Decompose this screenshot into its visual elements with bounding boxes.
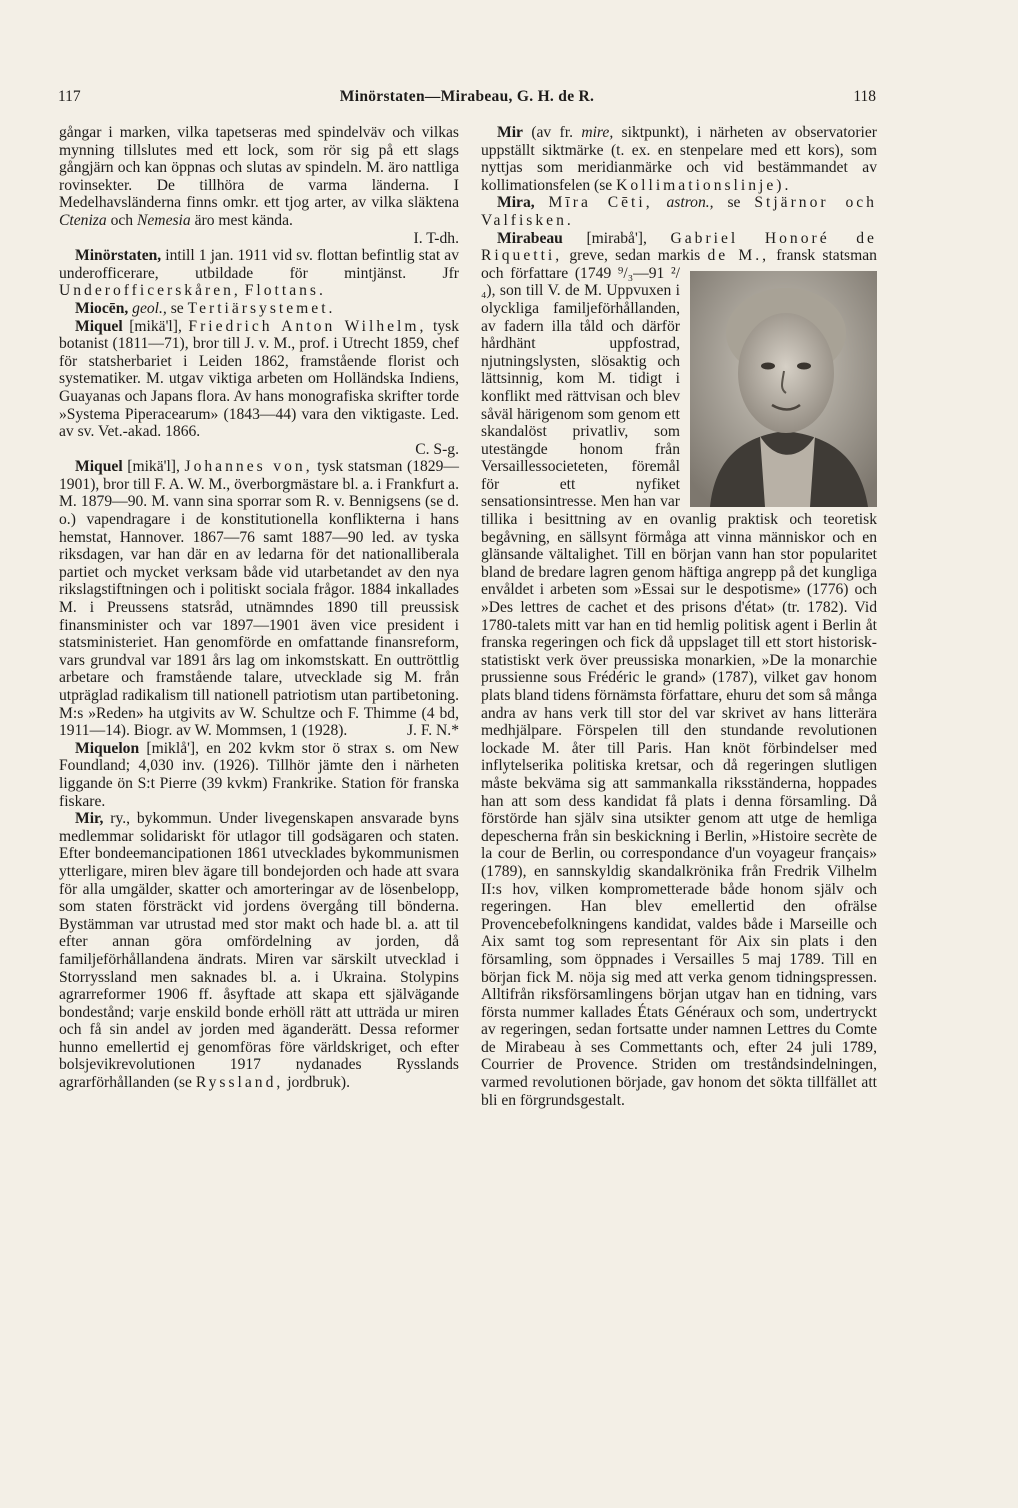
cross-reference: Kollimationslinje). bbox=[616, 176, 792, 194]
entry-miocen bbox=[59, 300, 459, 318]
genus-name: Cteniza bbox=[59, 211, 107, 229]
entry-mir-village bbox=[59, 810, 459, 1092]
entry-text: [miklå'], en 202 kvkm stor ö strax s. om New Foundland; 4,030 inv. (1926). Tillhör jämte den i närheten liggande ön S:t Pierre (39 kvkm) Frankrike. Station för franska fiskare. bbox=[59, 739, 459, 810]
entry-miquelon bbox=[59, 740, 459, 810]
cross-reference: Underofficerskåren, bbox=[59, 282, 241, 300]
author-signature: J. F. N.* bbox=[406, 722, 459, 740]
text: och bbox=[110, 211, 134, 229]
foreign-word: mire, bbox=[581, 124, 614, 141]
running-header bbox=[58, 88, 876, 114]
text: äro mest kända. bbox=[194, 211, 293, 229]
cross-reference: Tertiärsystemet. bbox=[187, 299, 336, 317]
portrait-image bbox=[690, 271, 877, 507]
headword: Miquelon bbox=[75, 739, 140, 757]
signature-line bbox=[59, 230, 459, 248]
headword: Miquel bbox=[75, 458, 123, 476]
text: se bbox=[727, 194, 741, 212]
headword: Minörstaten, bbox=[75, 247, 162, 265]
entry-miquel-johannes bbox=[59, 458, 459, 740]
headword: Mir bbox=[497, 124, 523, 141]
signature-line bbox=[59, 441, 459, 459]
left-column bbox=[59, 124, 459, 1092]
full-name: Mīra Cēti, bbox=[548, 194, 653, 212]
author-signature: I. T-dh. bbox=[413, 229, 459, 247]
running-title: Minörstaten—Mirabeau, G. H. de R. bbox=[339, 88, 595, 105]
headword: Mira, bbox=[497, 194, 535, 212]
full-name: Gabriel Honoré de Riquetti, bbox=[481, 229, 877, 265]
entry-mira bbox=[481, 194, 877, 229]
name-part: de M., bbox=[707, 247, 770, 265]
entry-text: siktpunkt), i närheten av observatorier uppställt siktmärke (t. ex. en stenpelare med ett kors), som nyttjas som meridianmärke och vid bestämmandet av kollimationsfelen (se bbox=[481, 124, 877, 194]
pronunciation: [mikä'l], bbox=[129, 317, 182, 335]
text: gångar i marken, vilka tapetseras med spindelväv och vilkas mynning tillslutes med ett lock, som rör sig på ett slags gångjärn och kan öppnas och slutas av spindeln. M. äro nattliga rovinsekter. De tillhöra de varma länderna. I Medelhavsländerna finns omkr. ett tjog arter, av vilka släktena bbox=[59, 124, 459, 212]
text: se bbox=[170, 299, 184, 317]
genus-name: Nemesia bbox=[136, 211, 191, 229]
right-column bbox=[481, 124, 877, 1109]
entry-mirabeau bbox=[481, 230, 877, 1110]
text: greve, sedan markis bbox=[569, 247, 701, 265]
headword: Mir, bbox=[75, 810, 104, 828]
text: jordbruk). bbox=[287, 1074, 350, 1092]
field-label: astron., bbox=[666, 194, 714, 212]
full-name: Johannes von, bbox=[184, 458, 313, 476]
full-name: Friedrich Anton Wilhelm, bbox=[188, 317, 427, 335]
headword: Miquel bbox=[75, 317, 123, 335]
page-number-right: 118 bbox=[853, 88, 876, 105]
entry-text: ry., bykommun. Under livegenskapen ansvarade byns medlemmar solidariskt för utlagor till godsägaren och staten. Efter bondeemancipationen 1861 utvecklades bykommunismen ytterligare, miren blev ägare till bondejorden och hade att svara för alla umgälder, skatter och amorteringar av de lösenbelopp, som staten försträckt vid jordens övergång till bönderna. Bystämman var utrustad med stor makt och hade bl. a. att til efter annan göra omfördelning av jorden, då familjeförhållandena ändrats. Miren var särskilt utvecklad i Storryssland men saknades bl. a. i Ukraina. Stolypins agrarreformer 1906 ff. åsyftade att skapa ett självägande bondestånd; varje enskild bonde erhöll rätt att utträda ur miren och få sin andel av jorden med äganderätt. Dessa reformer hunno emellertid ej genomföras före världskriget, och efter bolsjevikrevolutionen 1917 nydanades Rysslands agrarförhållanden (se bbox=[59, 810, 459, 1092]
entry-minorstaten bbox=[59, 247, 459, 300]
cross-reference: Ryssland, bbox=[195, 1074, 284, 1092]
portrait-engraving-icon bbox=[690, 271, 877, 507]
entry-mir-mark bbox=[481, 124, 877, 194]
entry-text: tysk botanist (1811—71), bror till J. v. M., prof. i Utrecht 1859, chef för statsherbariet i Leiden 1862, framstående florist och systematiker. M. utgav viktiga arbeten om Holländska Indiens, Guayanas och Japans flora. Av hans monografiska skrifter torde »Systema Piperacearum» (1843—44) vara den viktigaste. Led. av sv. Vet.-akad. 1866. bbox=[59, 317, 459, 441]
cross-reference: Flottans. bbox=[244, 282, 326, 300]
headword: Miocēn, bbox=[75, 299, 129, 317]
paragraph-continuation bbox=[59, 124, 459, 230]
author-signature: C. S-g. bbox=[415, 440, 459, 458]
entry-text: tysk statsman (1829—1901), bror till F. A. W. M., överborgmästare bl. a. i Frankfurt a. M. 1879—90. M. vann sina sporrar som R. v. Bennigsens (se d. o.) vapendragare i de konstitutionella konflikterna i hans hemstat, Hannover. 1867—76 samt 1887—90 led. av tyska riksdagen, var han där en av ledarna för det nationalliberala partiet och mycket verksam både vid utarbetandet av den nya rikslagstiftningen och i politiskt sociala frågor. 1884 inkallades M. i Preussens statsråd, utnämndes 1890 till preussisk finansminister och var 1897—1901 även vice president i statsministeriet. Han genomförde en omfattande finansreform, vars grundval var 1891 års lag om inkomstskatt. En outtröttlig arbetare och framstående talare, utvecklade sig M. från utpräglad radikalism till nationell patriotism utan partibetoning. M:s »Reden» ha utgivits av W. Schultze och F. Thimme (4 bd, 1911—14). Biogr. av W. Mommsen, 1 (1928). bbox=[59, 458, 459, 740]
entry-miquel-friedrich bbox=[59, 318, 459, 441]
pronunciation: [mirabå'], bbox=[586, 229, 647, 247]
pronunciation: [mikä'l], bbox=[127, 458, 180, 476]
headword: Mirabeau bbox=[497, 229, 563, 247]
field-label: geol., bbox=[132, 299, 167, 317]
text: (av fr. bbox=[531, 124, 573, 141]
cross-reference: Stjärnor och Valfisken. bbox=[481, 194, 877, 229]
entry-text: intill 1 jan. 1911 vid sv. flottan befintlig stat av underofficerare, utbildade för mintjänst. Jfr bbox=[59, 247, 459, 282]
entry-text: fransk statsman och författare (1749 ⁹/₃—91 ²/₄), son till V. de M. Uppvuxen i olyckliga familjeförhållanden, av fadern illa tåld och därför hårdhänt uppfostrad, njutningslysten, slösaktig och lättsinnig, kom M. tidigt i konflikt med rättvisan och blev såväl härigenom som genom ett skandalöst privatliv, som utestängde honom från Versaillessocieteten, föremål för ett nyfiket sensationsintresse. Men han var tillika i besittning av en ovanlig praktisk och teoretisk begåvning, en sällsynt förmåga att vinna människor och en glänsande vältalighet. Till en början vann han stor popularitet bland de bredare lagren genom häftiga angrepp på det kungliga envåldet i arbeten som »Essai sur le despotisme» (1776) och »Des lettres de cachet et des prisons d'état» (tr. 1782). Vid 1780-talets mitt var han en tid hemlig politisk agent i Berlin åt franska regeringen och fick då uppslaget till ett stort historisk-statistiskt verk över preussiska monarkien, »De la monarchie prussienne sous Frédéric le grand» (1787), vilket gav honom plats bland tidens förnämsta författare, ehuru det som så många andra av hans verk till stor del var skrivet av hans litterära medhjälpare. Förspelen till den stundande revolutionen lockade M. åter till Paris. Han knöt förbindelser med inflytelserika politiska kretsar, och då regeringen slutligen måste bekväma sig att sammankalla riksständerna, hoppades han att som dess kandidat få plats i denna församling. Då förstörde han själv sina utsikter genom att utge de hemliga depescherna från sin beskickning i Berlin, »Histoire secrète de la cour de Berlin, ou correspondance d'un voyageur français» (1789), en sannskyldig skandalkrönika från Fredrik Vilhelm II:s hov, vilken komprometterade både honom själv och regeringen. Han blev emellertid den ofrälse Provencebefolkningens kandidat, valdes både i Marseille och Aix samt tog som representant för Aix sin plats i den församling, som öppnades i Versailles 5 maj 1789. Till en början fick M. nöja sig med att verka genom tidningspressen. Alltifrån riksförsamlingens början utgav han en tidning, vars första nummer kallades États Généraux och som, undertryckt av regeringen, sedan fortsatte under namnen Lettres du Comte de Mirabeau à ses Commettants och, efter 24 juli 1789, Courrier de Provence. Striden om treståndsindelningen, varmed revolutionen började, gav honom det sökta tillfället att bli en förgrundsgestalt. bbox=[481, 247, 877, 1109]
page-number-left: 117 bbox=[58, 88, 81, 105]
